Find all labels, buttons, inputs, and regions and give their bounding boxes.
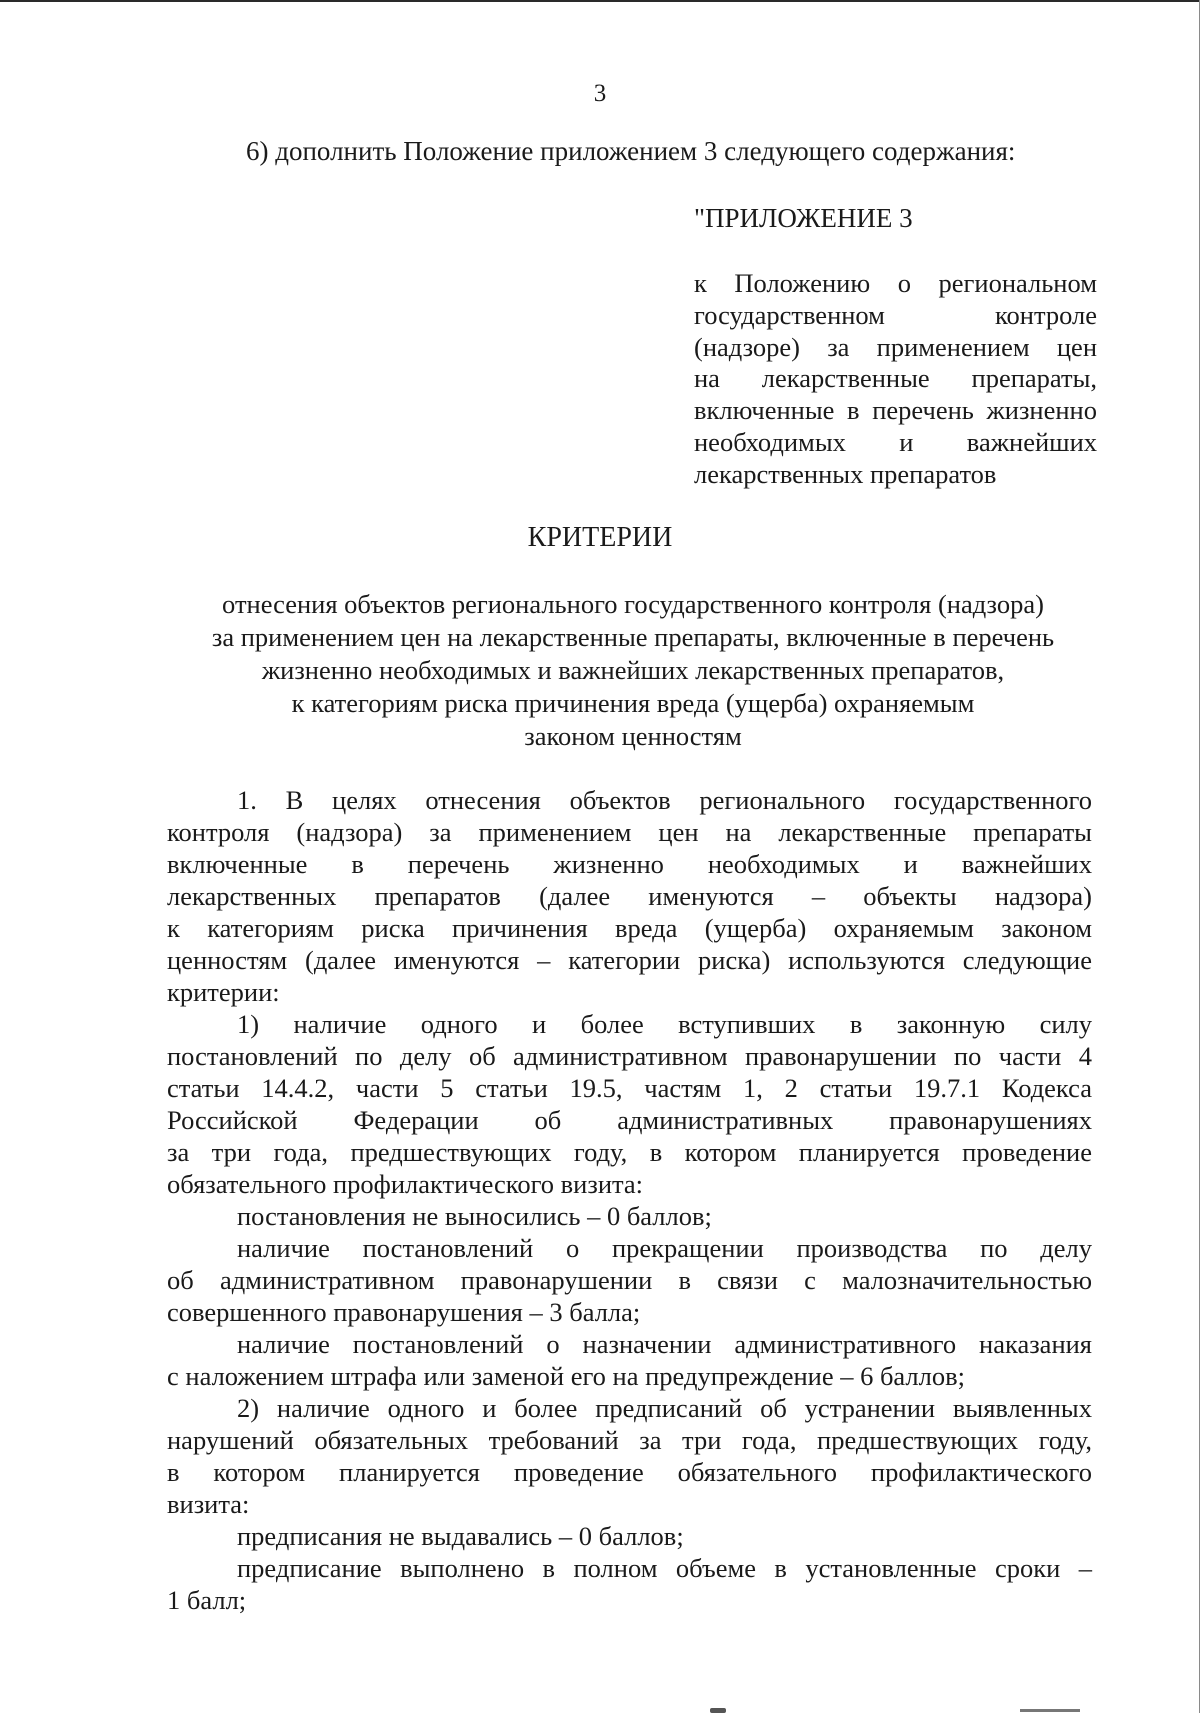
subtitle-line: отнесения объектов регионального государственного контроля (надзора) — [222, 589, 1044, 619]
body-line: к категориям риска причинения вреда (ущерба) охраняемым законом — [167, 913, 1092, 943]
criteria-subtitle — [0, 588, 1200, 753]
appendix-reference — [694, 268, 1097, 491]
appendix-line: лекарственных препаратов — [694, 458, 997, 489]
body-line: постановления не выносились – 0 баллов; — [237, 1201, 712, 1231]
body-line: 1. В целях отнесения объектов регионального государственного — [237, 785, 1092, 815]
body-line: предписание выполнено в полном объеме в установленные сроки – — [237, 1553, 1092, 1583]
body-line: контроля (надзора) за применением цен на лекарственные препараты — [167, 817, 1092, 847]
body-line: нарушений обязательных требований за три года, предшествующих году, — [167, 1425, 1092, 1455]
body-line: постановлений по делу об административном правонарушении по части 4 — [167, 1041, 1092, 1071]
body-line: визита: — [167, 1489, 250, 1519]
subtitle-line: законом ценностям — [524, 721, 742, 751]
appendix-line: (надзоре) за применением цен — [694, 331, 1097, 362]
scan-artifact — [1020, 1709, 1080, 1712]
body-line: за три года, предшествующих году, в котором планируется проведение — [167, 1137, 1092, 1167]
appendix-line: необходимых и важнейших — [694, 426, 1097, 457]
body-line: предписания не выдавались – 0 баллов; — [237, 1521, 684, 1551]
body-line: наличие постановлений о прекращении производства по делу — [237, 1233, 1092, 1263]
body-line: об административном правонарушении в связи с малозначительностью — [167, 1265, 1092, 1295]
body-line: лекарственных препаратов (далее именуются – объекты надзора) — [167, 881, 1092, 911]
body-line: ценностям (далее именуются – категории риска) используются следующие — [167, 945, 1092, 975]
subtitle-line: за применением цен на лекарственные препараты, включенные в перечень — [211, 622, 1055, 652]
body-line: Российской Федерации об административных правонарушениях — [167, 1105, 1092, 1135]
appendix-line: включенные в перечень жизненно — [694, 395, 1097, 426]
body-text — [167, 784, 1092, 1616]
body-line: статьи 14.4.2, части 5 статьи 19.5, частям 1, 2 статьи 19.7.1 Кодекса — [167, 1073, 1092, 1103]
scan-edge-top — [0, 0, 1200, 2]
body-line: с наложением штрафа или заменой его на предупреждение – 6 баллов; — [167, 1361, 966, 1391]
appendix-line: на лекарственные препараты, — [694, 363, 1097, 394]
body-line: 1 балл; — [167, 1585, 247, 1615]
body-line: совершенного правонарушения – 3 балла; — [167, 1297, 641, 1327]
body-line: в котором планируется проведение обязательного профилактического — [167, 1457, 1092, 1487]
scan-artifact — [710, 1708, 726, 1713]
appendix-line: к Положению о региональном — [694, 268, 1097, 298]
subtitle-line: жизненно необходимых и важнейших лекарственных препаратов, — [261, 655, 1005, 685]
subtitle-line: к категориям риска причинения вреда (ущерба) охраняемым — [291, 688, 975, 718]
body-line: критерии: — [167, 977, 280, 1007]
appendix-title: "ПРИЛОЖЕНИЕ 3 — [694, 203, 913, 233]
intro-paragraph: 6) дополнить Положение приложением 3 следующего содержания: — [246, 136, 1016, 166]
body-line: 2) наличие одного и более предписаний об устранении выявленных — [237, 1393, 1092, 1423]
criteria-heading: КРИТЕРИИ — [527, 522, 673, 553]
appendix-line: государственном контроле — [694, 299, 1097, 330]
page-number: 3 — [593, 80, 607, 107]
body-line: включенные в перечень жизненно необходимых и важнейших — [167, 849, 1092, 879]
body-line: обязательного профилактического визита: — [167, 1169, 644, 1199]
body-line: наличие постановлений о назначении административного наказания — [237, 1329, 1092, 1359]
body-line: 1) наличие одного и более вступивших в законную силу — [237, 1009, 1092, 1039]
